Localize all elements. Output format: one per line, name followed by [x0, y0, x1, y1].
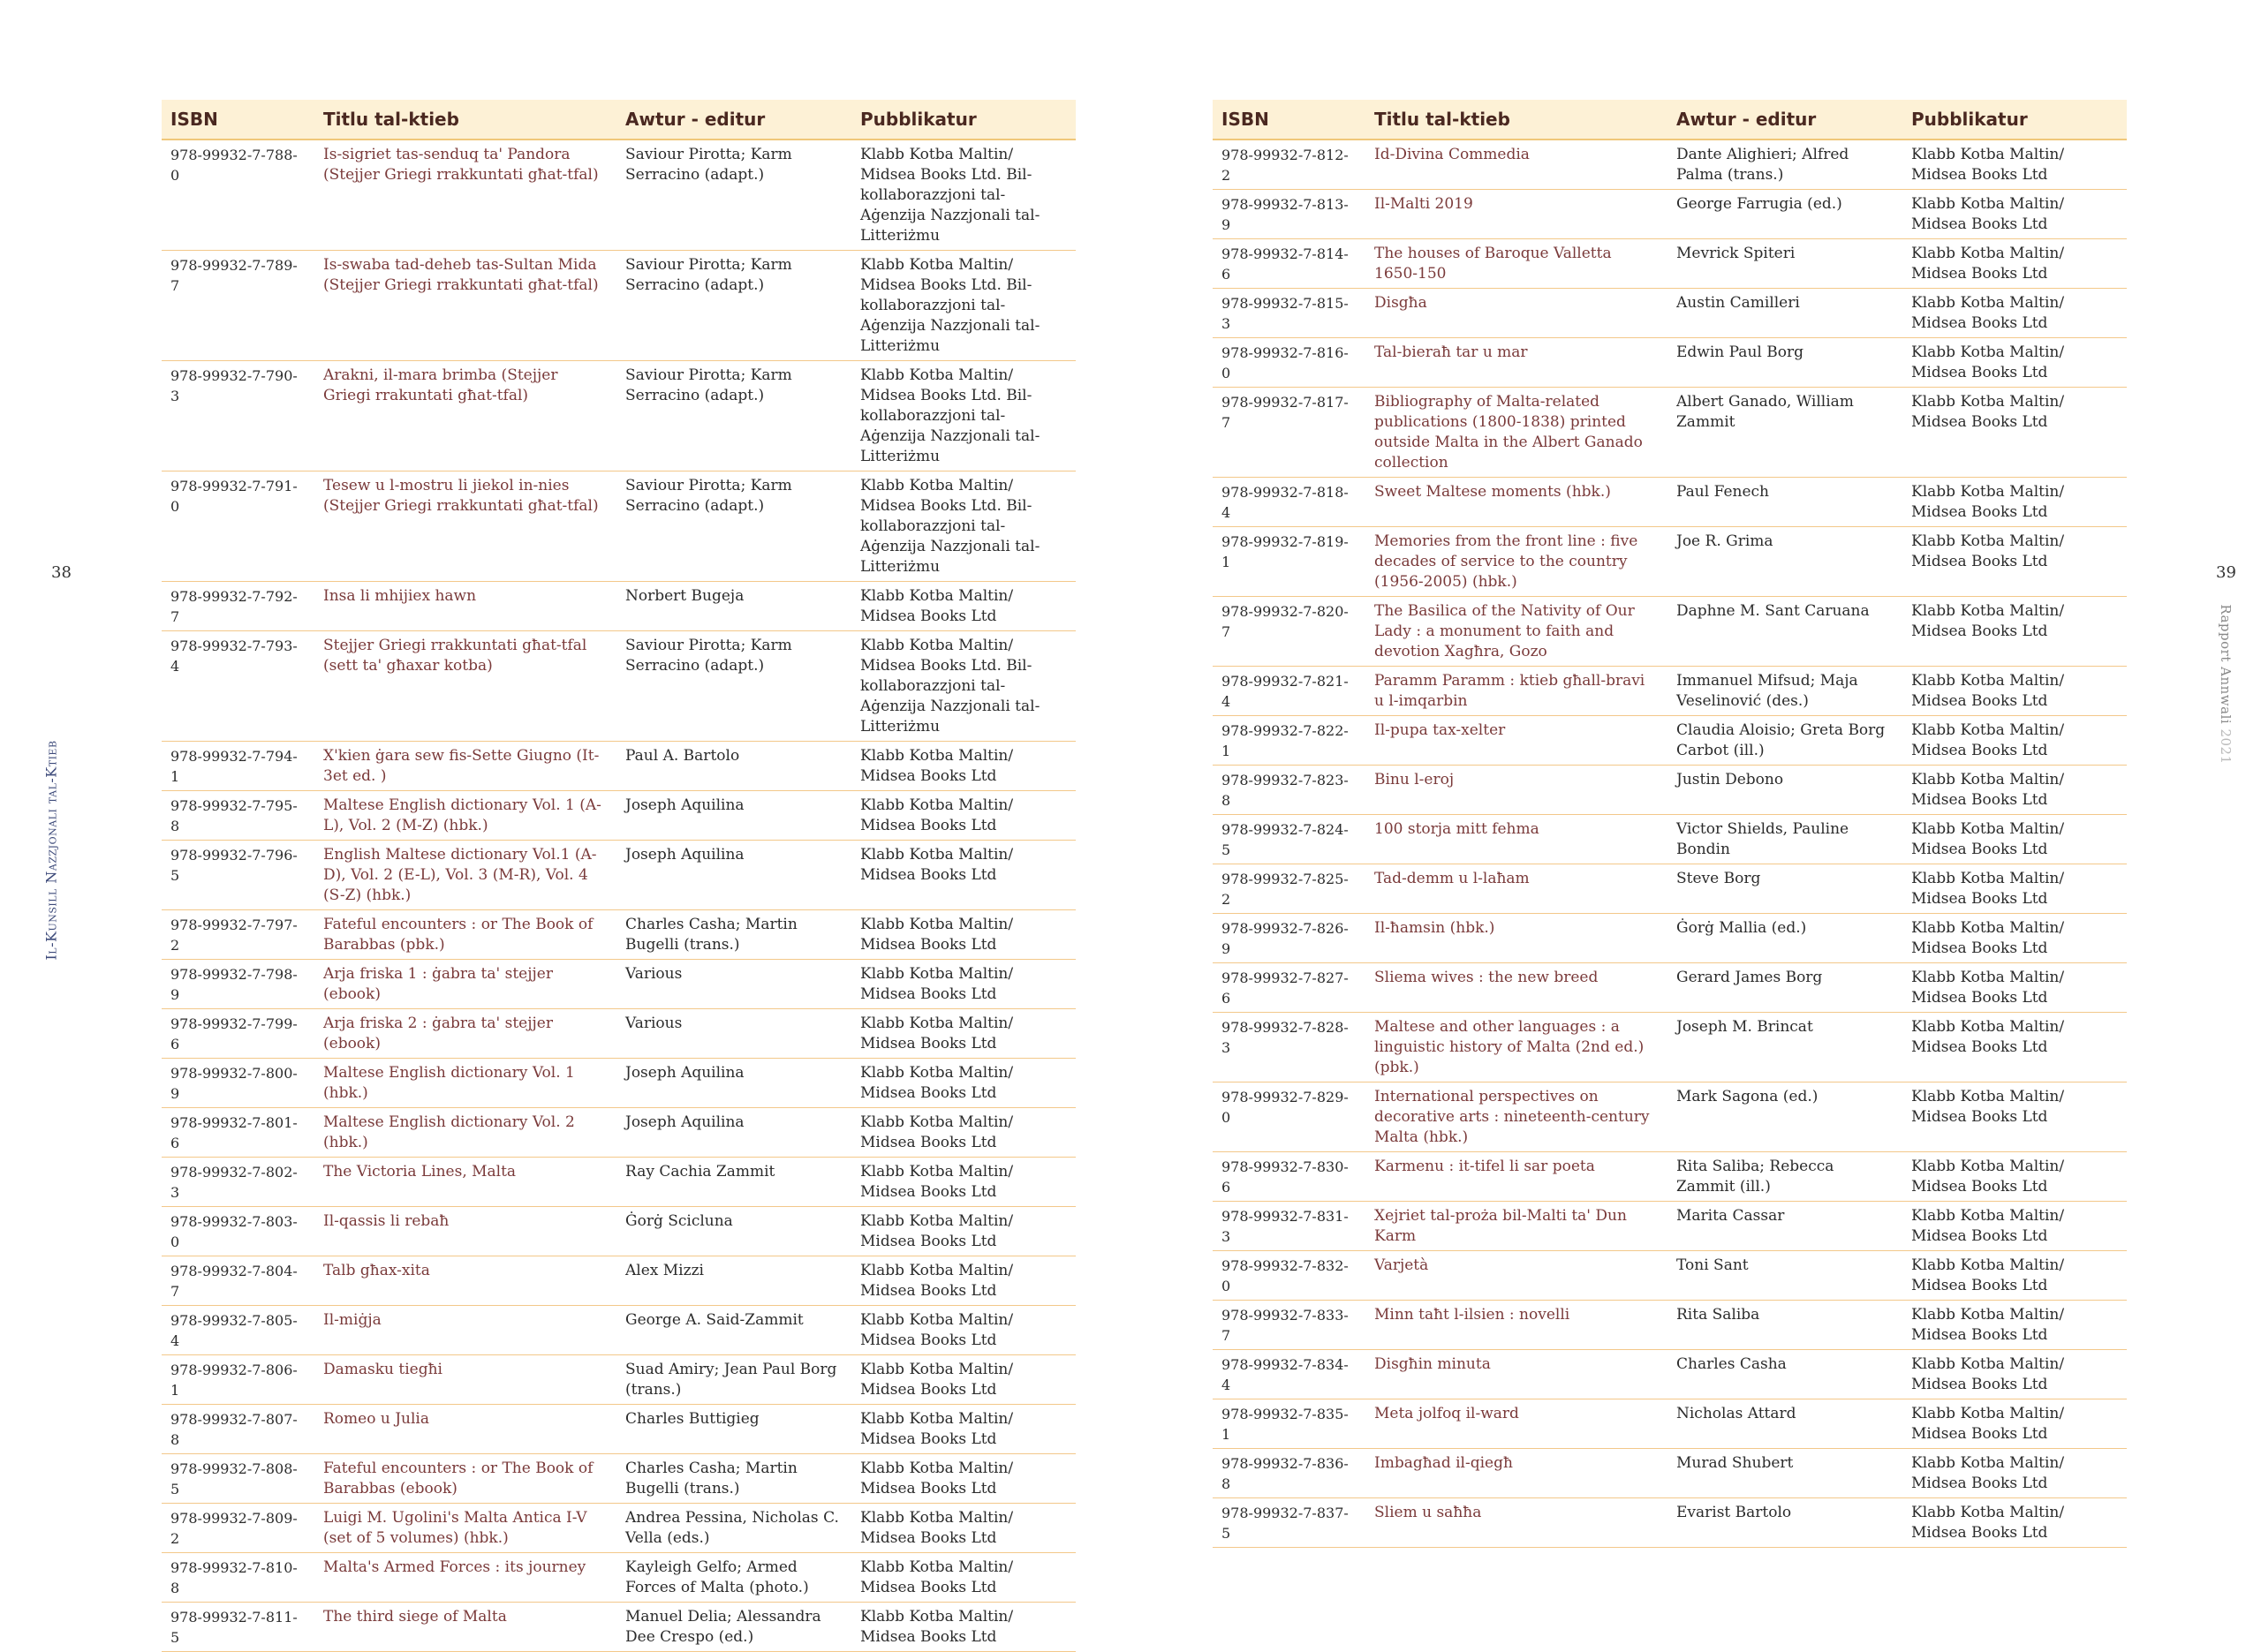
author-cell: Rita Saliba [1667, 1301, 1902, 1350]
isbn-cell: 978-99932-7-795-8 [162, 791, 314, 841]
title-cell: Malta's Armed Forces : its journey [314, 1553, 616, 1603]
author-cell: Nicholas Attard [1667, 1399, 1902, 1449]
publisher-cell: Klabb Kotba Maltin/ Midsea Books Ltd [1902, 1082, 2127, 1152]
isbn-cell: 978-99932-7-790-3 [162, 361, 314, 471]
table-body-right [1213, 140, 2127, 1548]
author-cell: Suad Amiry; Jean Paul Borg (trans.) [616, 1355, 851, 1405]
author-cell: Daphne M. Sant Caruana [1667, 597, 1902, 667]
author-cell: Paul A. Bartolo [616, 742, 851, 791]
isbn-cell: 978-99932-7-813-9 [1213, 190, 1365, 239]
title-cell: Disgħin minuta [1365, 1350, 1667, 1399]
title-cell: Xejriet tal-proża bil-Malti ta' Dun Karm [1365, 1202, 1667, 1251]
publisher-cell: Klabb Kotba Maltin/ Midsea Books Ltd [851, 1108, 1076, 1158]
title-cell: Luigi M. Ugolini's Malta Antica I-V (set of 5 volumes) (hbk.) [314, 1504, 616, 1553]
table-row [162, 471, 1076, 582]
isbn-cell: 978-99932-7-828-3 [1213, 1013, 1365, 1082]
isbn-cell: 978-99932-7-831-3 [1213, 1202, 1365, 1251]
table-row [1213, 388, 2127, 478]
isbn-cell: 978-99932-7-807-8 [162, 1405, 314, 1454]
table-row [1213, 1152, 2127, 1202]
author-cell: Saviour Pirotta; Karm Serracino (adapt.) [616, 631, 851, 742]
isbn-cell: 978-99932-7-830-6 [1213, 1152, 1365, 1202]
publisher-cell: Klabb Kotba Maltin/ Midsea Books Ltd. Bil-kollaborazzjoni tal-Aġenzija Nazzjonali tal-Litteriżmu [851, 140, 1076, 251]
header-author: Awtur - editur [616, 100, 851, 140]
author-cell: Alex Mizzi [616, 1256, 851, 1306]
title-cell: Tesew u l-mostru li jiekol in-nies (Stejjer Griegi rrakkuntati għat-tfal) [314, 471, 616, 582]
author-cell: Joseph Aquilina [616, 1108, 851, 1158]
isbn-cell: 978-99932-7-800-9 [162, 1059, 314, 1108]
title-cell: Insa li mhijiex hawn [314, 582, 616, 631]
isbn-cell: 978-99932-7-832-0 [1213, 1251, 1365, 1301]
table-row [162, 140, 1076, 251]
isbn-cell: 978-99932-7-793-4 [162, 631, 314, 742]
author-cell: Ġorġ Scicluna [616, 1207, 851, 1256]
author-cell: Joseph Aquilina [616, 841, 851, 910]
title-cell: Bibliography of Malta-related publications (1800-1838) printed outside Malta in the Albert Ganado collection [1365, 388, 1667, 478]
title-cell: Il-pupa tax-xelter [1365, 716, 1667, 766]
isbn-cell: 978-99932-7-818-4 [1213, 478, 1365, 527]
author-cell: Dante Alighieri; Alfred Palma (trans.) [1667, 140, 1902, 190]
title-cell: Fateful encounters : or The Book of Barabbas (ebook) [314, 1454, 616, 1504]
isbn-cell: 978-99932-7-799-6 [162, 1009, 314, 1059]
header-isbn: ISBN [1213, 100, 1365, 140]
title-cell: Talb għax-xita [314, 1256, 616, 1306]
header-title: Titlu tal-ktieb [1365, 100, 1667, 140]
publisher-cell: Klabb Kotba Maltin/ Midsea Books Ltd [1902, 716, 2127, 766]
title-cell: Minn taħt l-ilsien : novelli [1365, 1301, 1667, 1350]
publisher-cell: Klabb Kotba Maltin/ Midsea Books Ltd [1902, 667, 2127, 716]
publisher-cell: Klabb Kotba Maltin/ Midsea Books Ltd [1902, 815, 2127, 864]
table-row [162, 1059, 1076, 1108]
publisher-cell: Klabb Kotba Maltin/ Midsea Books Ltd [1902, 478, 2127, 527]
table-row [162, 742, 1076, 791]
table-row [1213, 1301, 2127, 1350]
author-cell: Joe R. Grima [1667, 527, 1902, 597]
isbn-cell: 978-99932-7-815-3 [1213, 289, 1365, 338]
title-cell: Varjetà [1365, 1251, 1667, 1301]
author-cell: Ġorġ Mallia (ed.) [1667, 914, 1902, 963]
title-cell: Arja friska 1 : ġabra ta' stejjer (ebook) [314, 960, 616, 1009]
publisher-cell: Klabb Kotba Maltin/ Midsea Books Ltd [851, 1256, 1076, 1306]
title-cell: Arakni, il-mara brimba (Stejjer Griegi rrakuntati għat-tfal) [314, 361, 616, 471]
publisher-cell: Klabb Kotba Maltin/ Midsea Books Ltd [1902, 527, 2127, 597]
isbn-cell: 978-99932-7-817-7 [1213, 388, 1365, 478]
publisher-cell: Klabb Kotba Maltin/ Midsea Books Ltd. Bil-kollaborazzjoni tal-Aġenzija Nazzjonali tal-Litteriżmu [851, 361, 1076, 471]
isbn-cell: 978-99932-7-802-3 [162, 1158, 314, 1207]
author-cell: Saviour Pirotta; Karm Serracino (adapt.) [616, 251, 851, 361]
publisher-cell: Klabb Kotba Maltin/ Midsea Books Ltd [1902, 597, 2127, 667]
table-row [1213, 289, 2127, 338]
publisher-cell: Klabb Kotba Maltin/ Midsea Books Ltd [851, 1603, 1076, 1652]
table-row [162, 1306, 1076, 1355]
table-row [162, 910, 1076, 960]
isbn-cell: 978-99932-7-788-0 [162, 140, 314, 251]
isbn-cell: 978-99932-7-836-8 [1213, 1449, 1365, 1498]
table-row [162, 1158, 1076, 1207]
title-cell: Memories from the front line : five decades of service to the country (1956-2005) (hbk.) [1365, 527, 1667, 597]
table-header-right [1213, 100, 2127, 140]
isbn-cell: 978-99932-7-825-2 [1213, 864, 1365, 914]
author-cell: Mevrick Spiteri [1667, 239, 1902, 289]
isbn-cell: 978-99932-7-806-1 [162, 1355, 314, 1405]
title-cell: The houses of Baroque Valletta 1650-150 [1365, 239, 1667, 289]
isbn-cell: 978-99932-7-797-2 [162, 910, 314, 960]
isbn-cell: 978-99932-7-801-6 [162, 1108, 314, 1158]
publisher-cell: Klabb Kotba Maltin/ Midsea Books Ltd [1902, 914, 2127, 963]
running-title-year: 2021 [2218, 728, 2234, 765]
isbn-cell: 978-99932-7-805-4 [162, 1306, 314, 1355]
author-cell: Manuel Delia; Alessandra Dee Crespo (ed.) [616, 1603, 851, 1652]
table-row [1213, 190, 2127, 239]
table-row [1213, 766, 2127, 815]
title-cell: Arja friska 2 : ġabra ta' stejjer (ebook) [314, 1009, 616, 1059]
publisher-cell: Klabb Kotba Maltin/ Midsea Books Ltd [851, 1504, 1076, 1553]
isbn-cell: 978-99932-7-826-9 [1213, 914, 1365, 963]
isbn-cell: 978-99932-7-819-1 [1213, 527, 1365, 597]
table-row [162, 1009, 1076, 1059]
isbn-cell: 978-99932-7-803-0 [162, 1207, 314, 1256]
isbn-cell: 978-99932-7-824-5 [1213, 815, 1365, 864]
title-cell: Tal-bieraħ tar u mar [1365, 338, 1667, 388]
isbn-cell: 978-99932-7-827-6 [1213, 963, 1365, 1013]
title-cell: Il-qassis li rebaħ [314, 1207, 616, 1256]
title-cell: English Maltese dictionary Vol.1 (A-D), Vol. 2 (E-L), Vol. 3 (M-R), Vol. 4 (S-Z) (hbk.) [314, 841, 616, 910]
table-row [162, 841, 1076, 910]
title-cell: Tad-demm u l-laħam [1365, 864, 1667, 914]
table-row [1213, 815, 2127, 864]
isbn-cell: 978-99932-7-816-0 [1213, 338, 1365, 388]
publisher-cell: Klabb Kotba Maltin/ Midsea Books Ltd [1902, 963, 2127, 1013]
title-cell: Il-Malti 2019 [1365, 190, 1667, 239]
isbn-cell: 978-99932-7-821-4 [1213, 667, 1365, 716]
title-cell: Karmenu : it-tifel li sar poeta [1365, 1152, 1667, 1202]
table-row [1213, 1082, 2127, 1152]
publisher-cell: Klabb Kotba Maltin/ Midsea Books Ltd [1902, 140, 2127, 190]
isbn-cell: 978-99932-7-804-7 [162, 1256, 314, 1306]
publisher-cell: Klabb Kotba Maltin/ Midsea Books Ltd [851, 742, 1076, 791]
table-row [1213, 1498, 2127, 1548]
publisher-cell: Klabb Kotba Maltin/ Midsea Books Ltd [851, 841, 1076, 910]
author-cell: Edwin Paul Borg [1667, 338, 1902, 388]
table-row [1213, 527, 2127, 597]
header-publisher: Pubblikatur [1902, 100, 2127, 140]
table-row [162, 1603, 1076, 1652]
isbn-cell: 978-99932-7-796-5 [162, 841, 314, 910]
isbn-cell: 978-99932-7-798-9 [162, 960, 314, 1009]
title-cell: Maltese and other languages : a linguistic history of Malta (2nd ed.) (pbk.) [1365, 1013, 1667, 1082]
running-title-right [2218, 604, 2234, 764]
table-row [1213, 1013, 2127, 1082]
author-cell: Austin Camilleri [1667, 289, 1902, 338]
table-row [1213, 1251, 2127, 1301]
title-cell: Sliem u saħħa [1365, 1498, 1667, 1548]
author-cell: Joseph Aquilina [616, 791, 851, 841]
author-cell: Saviour Pirotta; Karm Serracino (adapt.) [616, 361, 851, 471]
author-cell: Claudia Aloisio; Greta Borg Carbot (ill.) [1667, 716, 1902, 766]
author-cell: Charles Casha [1667, 1350, 1902, 1399]
isbn-table-right [1213, 100, 2127, 1548]
title-cell: Maltese English dictionary Vol. 1 (hbk.) [314, 1059, 616, 1108]
table-row [162, 1405, 1076, 1454]
isbn-cell: 978-99932-7-792-7 [162, 582, 314, 631]
publisher-cell: Klabb Kotba Maltin/ Midsea Books Ltd [1902, 338, 2127, 388]
publisher-cell: Klabb Kotba Maltin/ Midsea Books Ltd. Bil-kollaborazzjoni tal-Aġenzija Nazzjonali tal-Litteriżmu [851, 251, 1076, 361]
header-title: Titlu tal-ktieb [314, 100, 616, 140]
publisher-cell: Klabb Kotba Maltin/ Midsea Books Ltd [1902, 388, 2127, 478]
author-cell: Ray Cachia Zammit [616, 1158, 851, 1207]
title-cell: Binu l-eroj [1365, 766, 1667, 815]
title-cell: Is-sigriet tas-senduq ta' Pandora (Stejjer Griegi rrakkuntati għat-tfal) [314, 140, 616, 251]
isbn-cell: 978-99932-7-834-4 [1213, 1350, 1365, 1399]
author-cell: Marita Cassar [1667, 1202, 1902, 1251]
publisher-cell: Klabb Kotba Maltin/ Midsea Books Ltd [1902, 1202, 2127, 1251]
publisher-cell: Klabb Kotba Maltin/ Midsea Books Ltd [1902, 1251, 2127, 1301]
title-cell: Stejjer Griegi rrakkuntati għat-tfal (sett ta' għaxar kotba) [314, 631, 616, 742]
table-row [1213, 1202, 2127, 1251]
title-cell: Disgħa [1365, 289, 1667, 338]
publisher-cell: Klabb Kotba Maltin/ Midsea Books Ltd [851, 1454, 1076, 1504]
title-cell: X'kien ġara sew fis-Sette Giugno (It-3et ed. ) [314, 742, 616, 791]
publisher-cell: Klabb Kotba Maltin/ Midsea Books Ltd [1902, 1399, 2127, 1449]
table-row [1213, 963, 2127, 1013]
publisher-cell: Klabb Kotba Maltin/ Midsea Books Ltd [851, 1009, 1076, 1059]
publisher-cell: Klabb Kotba Maltin/ Midsea Books Ltd [1902, 190, 2127, 239]
table-body-left [162, 140, 1076, 1652]
isbn-cell: 978-99932-7-814-6 [1213, 239, 1365, 289]
table-row [1213, 914, 2127, 963]
title-cell: Imbagħad il-qiegħ [1365, 1449, 1667, 1498]
isbn-cell: 978-99932-7-837-5 [1213, 1498, 1365, 1548]
table-row [1213, 1449, 2127, 1498]
publisher-cell: Klabb Kotba Maltin/ Midsea Books Ltd [851, 1207, 1076, 1256]
running-title-left: Il-Kunsill Nazzjonali tal-Ktieb [42, 740, 60, 961]
title-cell: Sweet Maltese moments (hbk.) [1365, 478, 1667, 527]
table-row [162, 960, 1076, 1009]
header-author: Awtur - editur [1667, 100, 1902, 140]
author-cell: George Farrugia (ed.) [1667, 190, 1902, 239]
author-cell: Various [616, 960, 851, 1009]
author-cell: Paul Fenech [1667, 478, 1902, 527]
author-cell: Kayleigh Gelfo; Armed Forces of Malta (photo.) [616, 1553, 851, 1603]
author-cell: Immanuel Mifsud; Maja Veselinović (des.) [1667, 667, 1902, 716]
publisher-cell: Klabb Kotba Maltin/ Midsea Books Ltd [1902, 864, 2127, 914]
author-cell: Rita Saliba; Rebecca Zammit (ill.) [1667, 1152, 1902, 1202]
title-cell: The Victoria Lines, Malta [314, 1158, 616, 1207]
author-cell: Joseph M. Brincat [1667, 1013, 1902, 1082]
author-cell: Justin Debono [1667, 766, 1902, 815]
publisher-cell: Klabb Kotba Maltin/ Midsea Books Ltd [851, 1306, 1076, 1355]
publisher-cell: Klabb Kotba Maltin/ Midsea Books Ltd [1902, 1449, 2127, 1498]
title-cell: Il-miġja [314, 1306, 616, 1355]
table-row [162, 791, 1076, 841]
publisher-cell: Klabb Kotba Maltin/ Midsea Books Ltd [851, 1059, 1076, 1108]
title-cell: Fateful encounters : or The Book of Barabbas (pbk.) [314, 910, 616, 960]
author-cell: Albert Ganado, William Zammit [1667, 388, 1902, 478]
title-cell: 100 storja mitt fehma [1365, 815, 1667, 864]
table-row [1213, 864, 2127, 914]
author-cell: Charles Buttigieg [616, 1405, 851, 1454]
publisher-cell: Klabb Kotba Maltin/ Midsea Books Ltd [851, 960, 1076, 1009]
author-cell: Evarist Bartolo [1667, 1498, 1902, 1548]
isbn-cell: 978-99932-7-833-7 [1213, 1301, 1365, 1350]
isbn-cell: 978-99932-7-808-5 [162, 1454, 314, 1504]
table-row [162, 1108, 1076, 1158]
title-cell: Romeo u Julia [314, 1405, 616, 1454]
author-cell: George A. Said-Zammit [616, 1306, 851, 1355]
publisher-cell: Klabb Kotba Maltin/ Midsea Books Ltd [1902, 1013, 2127, 1082]
header-isbn: ISBN [162, 100, 314, 140]
title-cell: Maltese English dictionary Vol. 2 (hbk.) [314, 1108, 616, 1158]
author-cell: Charles Casha; Martin Bugelli (trans.) [616, 1454, 851, 1504]
table-row [1213, 140, 2127, 190]
title-cell: The third siege of Malta [314, 1603, 616, 1652]
author-cell: Toni Sant [1667, 1251, 1902, 1301]
publisher-cell: Klabb Kotba Maltin/ Midsea Books Ltd [851, 1355, 1076, 1405]
author-cell: Joseph Aquilina [616, 1059, 851, 1108]
author-cell: Various [616, 1009, 851, 1059]
publisher-cell: Klabb Kotba Maltin/ Midsea Books Ltd [1902, 1152, 2127, 1202]
isbn-cell: 978-99932-7-789-7 [162, 251, 314, 361]
title-cell: Sliema wives : the new breed [1365, 963, 1667, 1013]
publisher-cell: Klabb Kotba Maltin/ Midsea Books Ltd [851, 1405, 1076, 1454]
publisher-cell: Klabb Kotba Maltin/ Midsea Books Ltd [851, 1158, 1076, 1207]
title-cell: Meta jolfoq il-ward [1365, 1399, 1667, 1449]
table-row [1213, 338, 2127, 388]
isbn-table-left [162, 100, 1076, 1652]
publisher-cell: Klabb Kotba Maltin/ Midsea Books Ltd [851, 1553, 1076, 1603]
publisher-cell: Klabb Kotba Maltin/ Midsea Books Ltd [1902, 289, 2127, 338]
publisher-cell: Klabb Kotba Maltin/ Midsea Books Ltd. Bil-kollaborazzjoni tal-Aġenzija Nazzjonali tal-Litteriżmu [851, 631, 1076, 742]
title-cell: Damasku tiegħi [314, 1355, 616, 1405]
publisher-cell: Klabb Kotba Maltin/ Midsea Books Ltd [851, 910, 1076, 960]
isbn-cell: 978-99932-7-812-2 [1213, 140, 1365, 190]
title-cell: Il-ħamsin (hbk.) [1365, 914, 1667, 963]
page-number-left: 38 [51, 563, 72, 582]
page-number-right: 39 [2216, 563, 2236, 582]
publisher-cell: Klabb Kotba Maltin/ Midsea Books Ltd. Bil-kollaborazzjoni tal-Aġenzija Nazzjonali tal-Litteriżmu [851, 471, 1076, 582]
author-cell: Gerard James Borg [1667, 963, 1902, 1013]
publisher-cell: Klabb Kotba Maltin/ Midsea Books Ltd [1902, 766, 2127, 815]
table-row [162, 1256, 1076, 1306]
title-cell: Paramm Paramm : ktieb għall-bravi u l-imqarbin [1365, 667, 1667, 716]
table-row [162, 1207, 1076, 1256]
author-cell: Steve Borg [1667, 864, 1902, 914]
publisher-cell: Klabb Kotba Maltin/ Midsea Books Ltd [1902, 1301, 2127, 1350]
table-row [1213, 597, 2127, 667]
isbn-cell: 978-99932-7-822-1 [1213, 716, 1365, 766]
publisher-cell: Klabb Kotba Maltin/ Midsea Books Ltd [1902, 1498, 2127, 1548]
title-cell: Maltese English dictionary Vol. 1 (A-L), Vol. 2 (M-Z) (hbk.) [314, 791, 616, 841]
running-title-text: Rapport Annwali [2218, 604, 2234, 725]
table-row [162, 1355, 1076, 1405]
publisher-cell: Klabb Kotba Maltin/ Midsea Books Ltd [851, 582, 1076, 631]
table-row [1213, 478, 2127, 527]
isbn-cell: 978-99932-7-811-5 [162, 1603, 314, 1652]
table-row [162, 1553, 1076, 1603]
title-cell: Is-swaba tad-deheb tas-Sultan Mida (Stejjer Griegi rrakkuntati għat-tfal) [314, 251, 616, 361]
table-row [1213, 716, 2127, 766]
table-row [162, 251, 1076, 361]
table-row [162, 582, 1076, 631]
isbn-cell: 978-99932-7-791-0 [162, 471, 314, 582]
publisher-cell: Klabb Kotba Maltin/ Midsea Books Ltd [851, 791, 1076, 841]
table-row [1213, 239, 2127, 289]
author-cell: Andrea Pessina, Nicholas C. Vella (eds.) [616, 1504, 851, 1553]
author-cell: Murad Shubert [1667, 1449, 1902, 1498]
table-row [162, 1504, 1076, 1553]
title-cell: International perspectives on decorative arts : nineteenth-century Malta (hbk.) [1365, 1082, 1667, 1152]
table-row [162, 361, 1076, 471]
publisher-cell: Klabb Kotba Maltin/ Midsea Books Ltd [1902, 239, 2127, 289]
title-cell: The Basilica of the Nativity of Our Lady : a monument to faith and devotion Xagħra, Gozo [1365, 597, 1667, 667]
table-row [1213, 1350, 2127, 1399]
table-row [162, 631, 1076, 742]
publisher-cell: Klabb Kotba Maltin/ Midsea Books Ltd [1902, 1350, 2127, 1399]
author-cell: Charles Casha; Martin Bugelli (trans.) [616, 910, 851, 960]
isbn-cell: 978-99932-7-829-0 [1213, 1082, 1365, 1152]
isbn-cell: 978-99932-7-820-7 [1213, 597, 1365, 667]
author-cell: Mark Sagona (ed.) [1667, 1082, 1902, 1152]
isbn-cell: 978-99932-7-810-8 [162, 1553, 314, 1603]
author-cell: Norbert Bugeja [616, 582, 851, 631]
table-header-left [162, 100, 1076, 140]
title-cell: Id-Divina Commedia [1365, 140, 1667, 190]
table-row [162, 1454, 1076, 1504]
isbn-cell: 978-99932-7-823-8 [1213, 766, 1365, 815]
author-cell: Saviour Pirotta; Karm Serracino (adapt.) [616, 140, 851, 251]
table-row [1213, 1399, 2127, 1449]
header-publisher: Pubblikatur [851, 100, 1076, 140]
table-row [1213, 667, 2127, 716]
author-cell: Victor Shields, Pauline Bondin [1667, 815, 1902, 864]
isbn-cell: 978-99932-7-809-2 [162, 1504, 314, 1553]
author-cell: Saviour Pirotta; Karm Serracino (adapt.) [616, 471, 851, 582]
isbn-cell: 978-99932-7-794-1 [162, 742, 314, 791]
isbn-cell: 978-99932-7-835-1 [1213, 1399, 1365, 1449]
